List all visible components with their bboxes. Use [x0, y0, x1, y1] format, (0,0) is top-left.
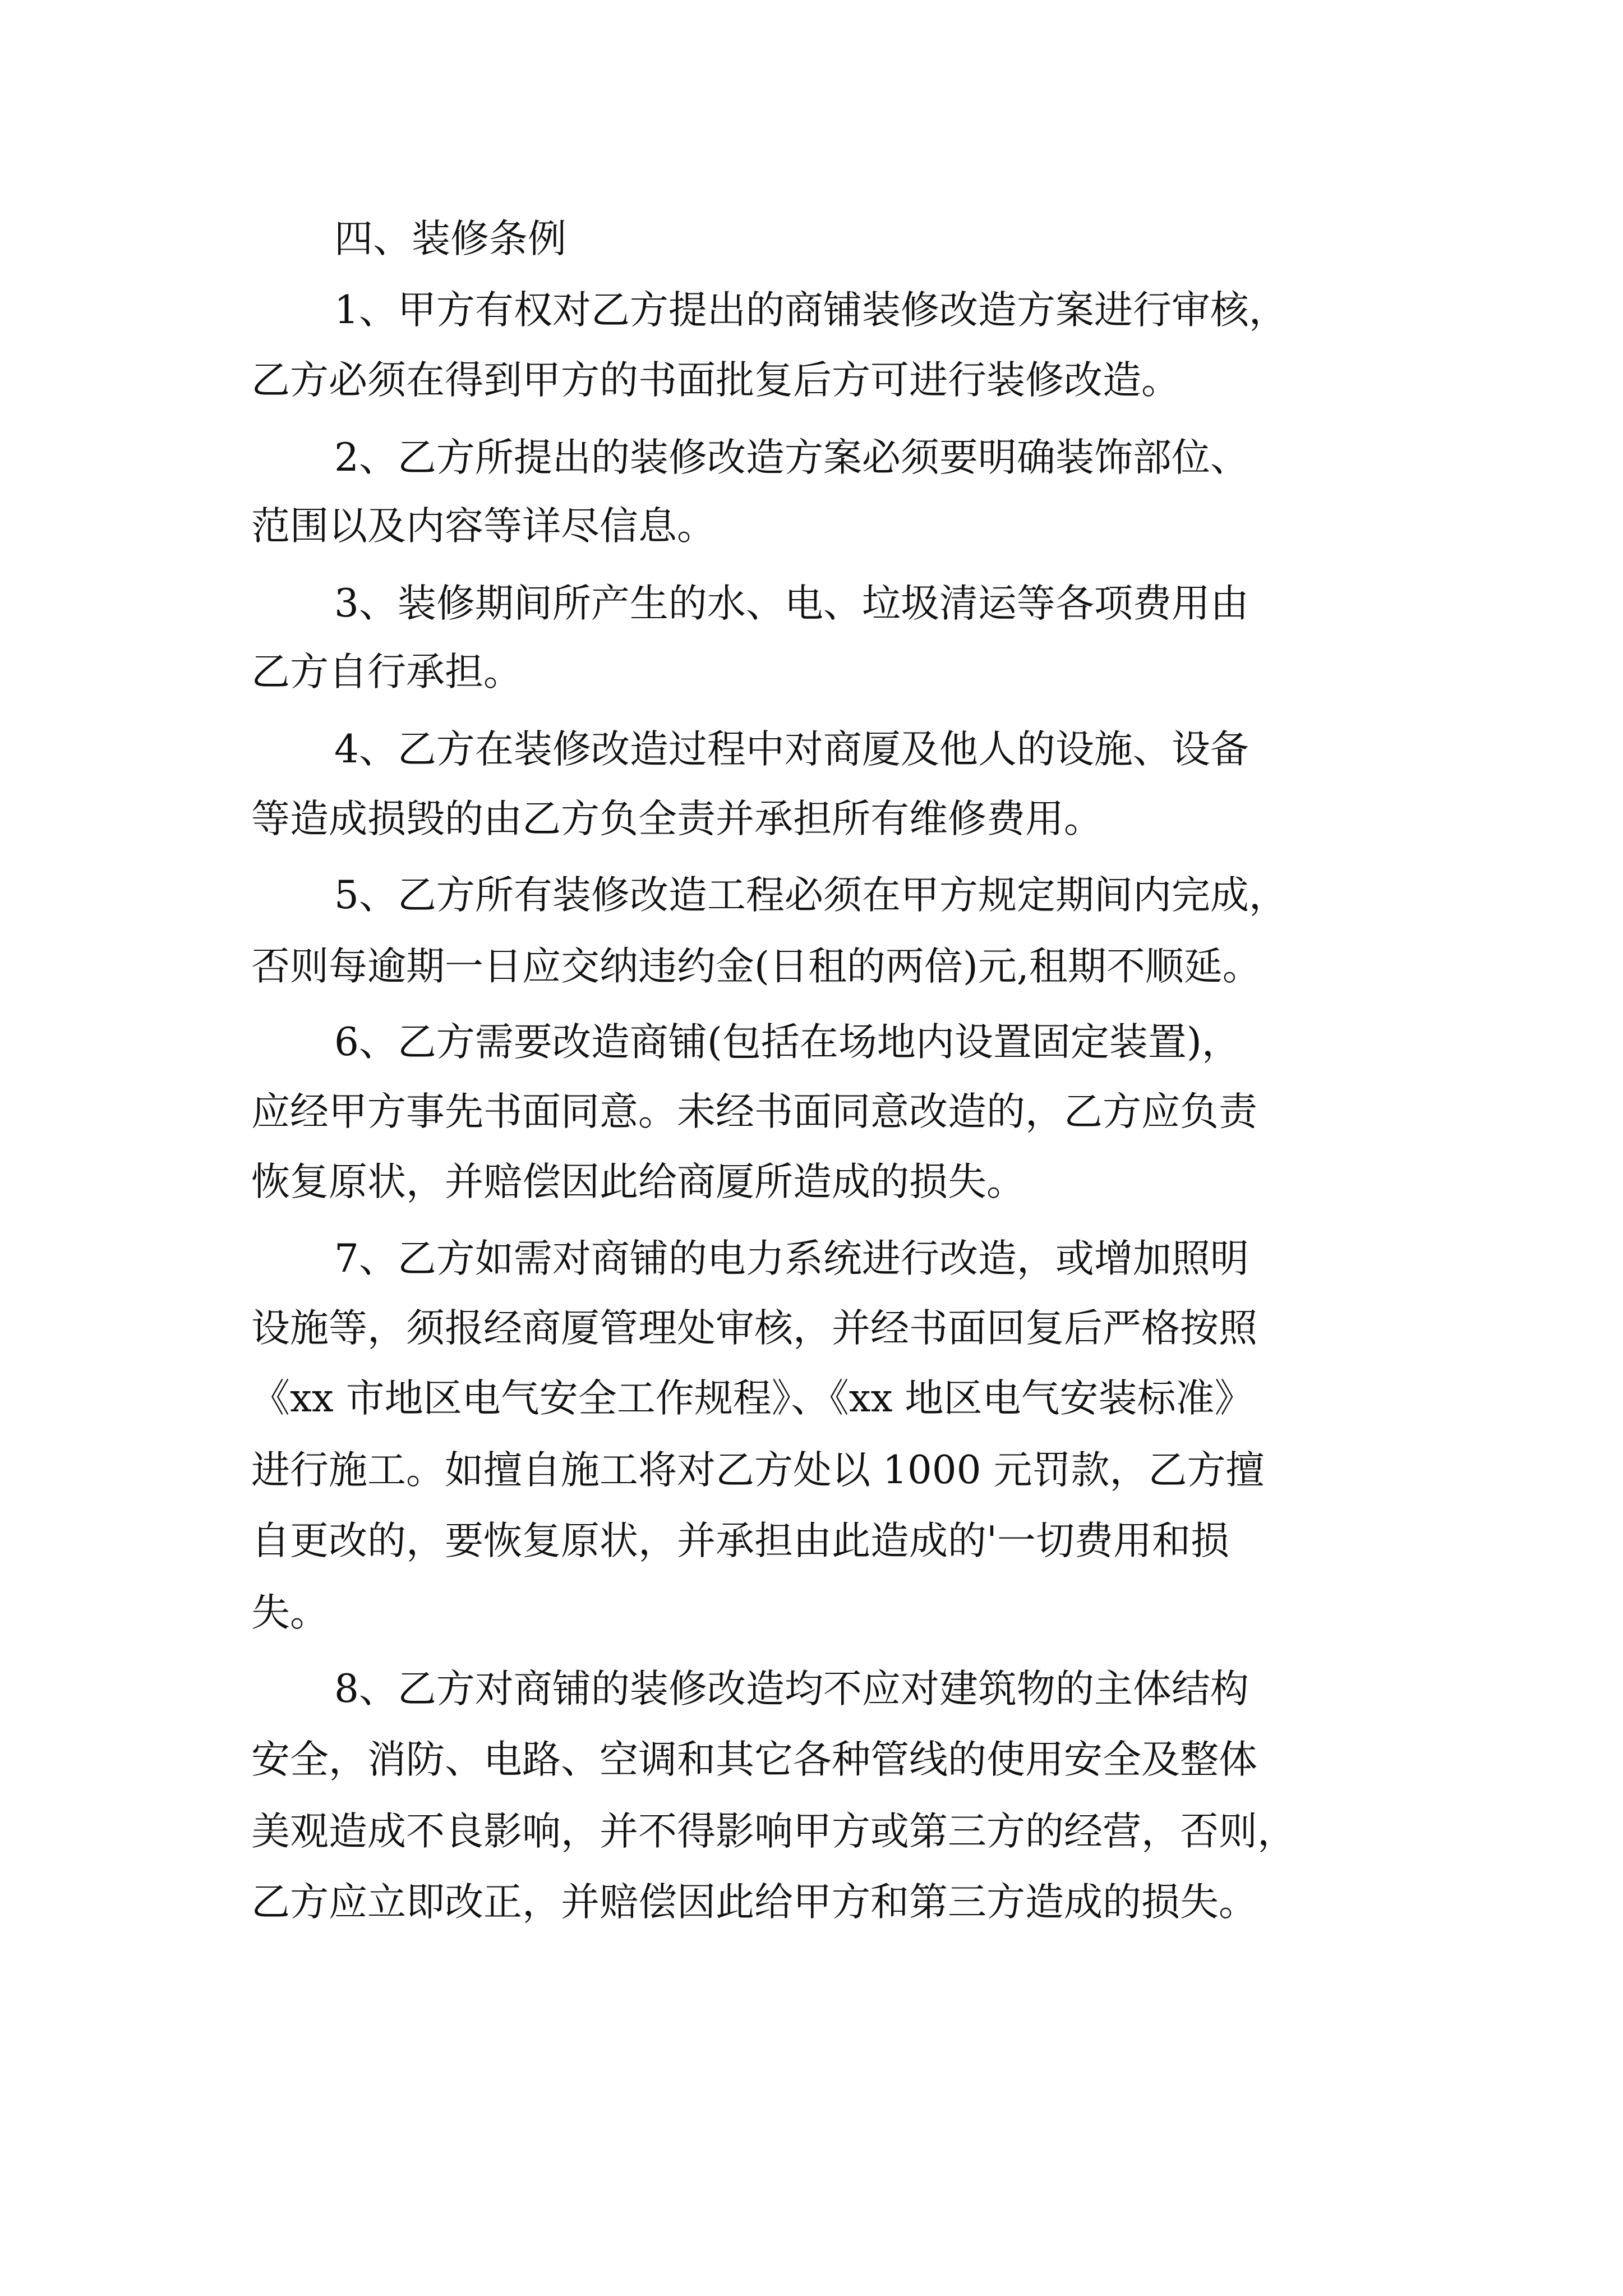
clause-7-line-1: 7、乙方如需对商铺的电力系统进行改造，或增加照明	[334, 1236, 1249, 1281]
clause-2-line-1: 2、乙方所提出的装修改造方案必须要明确装饰部位、	[334, 435, 1249, 480]
clause-3-line-2: 乙方自行承担。	[251, 650, 522, 694]
clause-5-line-1: 5、乙方所有装修改造工程必须在甲方规定期间内完成，	[334, 873, 1288, 918]
clause-1-line-2: 乙方必须在得到甲方的书面批复后方可进行装修改造。	[251, 358, 1180, 403]
section-heading: 四、装修条例	[334, 217, 566, 261]
clause-4-line-1: 4、乙方在装修改造过程中对商厦及他人的设施、设备	[334, 727, 1249, 772]
clause-6-line-1: 6、乙方需要改造商铺(包括在场地内设置固定装置)，	[334, 1020, 1241, 1065]
clause-7-line-3: 《xx 市地区电气安全工作规程》、《xx 地区电气安装标准》	[251, 1376, 1253, 1421]
clause-5-line-2: 否则每逾期一日应交纳违约金(日租的两倍)元,租期不顺延。	[251, 944, 1261, 989]
clause-7-line-2: 设施等，须报经商厦管理处审核，并经书面回复后严格按照	[251, 1306, 1257, 1351]
clause-8-line-2: 安全，消防、电路、空调和其它各种管线的使用安全及整体	[251, 1737, 1257, 1782]
clause-6-line-3: 恢复原状，并赔偿因此给商厦所造成的损失。	[251, 1159, 1025, 1204]
clause-8-line-3: 美观造成不良影响，并不得影响甲方或第三方的经营，否则，	[251, 1809, 1296, 1854]
clause-7-line-5: 自更改的，要恢复原状，并承担由此造成的'一切费用和损	[251, 1519, 1229, 1563]
clause-7-line-4: 进行施工。如擅自施工将对乙方处以 1000 元罚款，乙方擅	[251, 1448, 1265, 1493]
clause-7-line-6: 失。	[251, 1590, 329, 1635]
clause-8-line-4: 乙方应立即改正，并赔偿因此给甲方和第三方造成的损失。	[251, 1880, 1257, 1925]
clause-2-line-2: 范围以及内容等详尽信息。	[251, 504, 716, 549]
clause-1-line-1: 1、甲方有权对乙方提出的商铺装修改造方案进行审核，	[334, 288, 1288, 333]
clause-8-line-1: 8、乙方对商铺的装修改造均不应对建筑物的主体结构	[334, 1667, 1249, 1711]
clause-3-line-1: 3、装修期间所产生的水、电、垃圾清运等各项费用由	[334, 581, 1249, 626]
clause-6-line-2: 应经甲方事先书面同意。未经书面同意改造的，乙方应负责	[251, 1089, 1257, 1134]
clause-4-line-2: 等造成损毁的由乙方负全责并承担所有维修费用。	[251, 797, 1103, 841]
